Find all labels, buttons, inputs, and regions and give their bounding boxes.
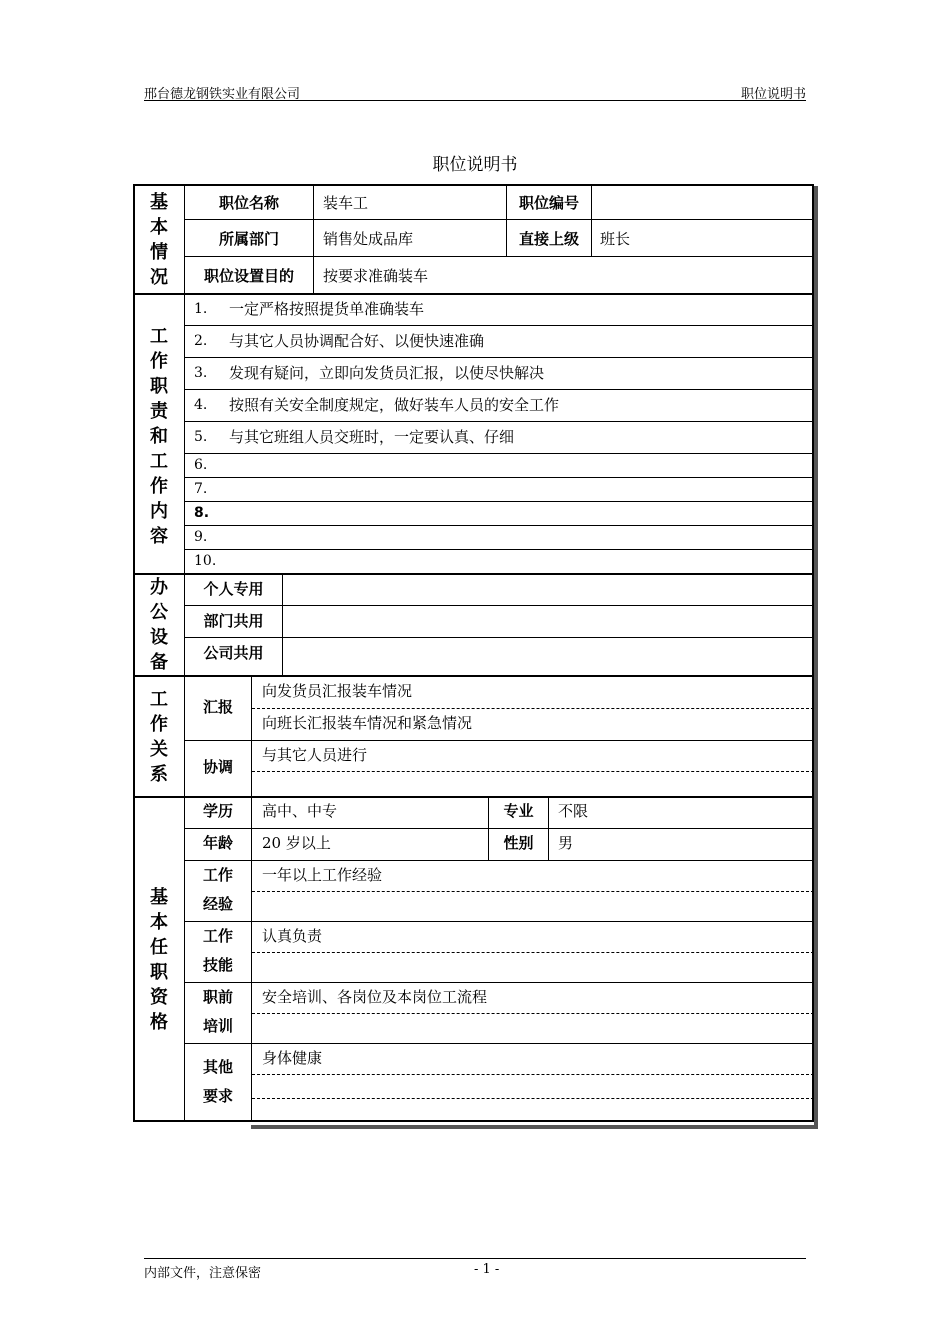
experience-label-1: 工作	[202, 866, 233, 884]
purpose-label: 职位设置目的	[203, 267, 294, 285]
section-char: 关	[150, 738, 168, 760]
report-line-1: 向发货员汇报装车情况	[262, 682, 413, 700]
section-char: 和	[150, 425, 168, 447]
row-line	[185, 525, 814, 526]
section-char: 工	[150, 688, 168, 710]
major-label: 专业	[503, 802, 534, 820]
department-value: 销售处成品库	[323, 230, 414, 248]
coordinate-label: 协调	[202, 758, 233, 776]
company-name: 邢台德龙钢铁实业有限公司	[144, 87, 301, 102]
row-line	[185, 219, 814, 220]
section-char: 容	[150, 525, 168, 547]
education-label: 学历	[202, 802, 233, 820]
section-char: 内	[150, 500, 168, 522]
row-line	[185, 477, 814, 478]
duty-number: 4.	[194, 397, 208, 413]
page-number: - 1 -	[474, 1262, 500, 1277]
section-char: 设	[150, 627, 168, 648]
page-title: 职位说明书	[432, 155, 518, 175]
section-char: 格	[150, 1012, 168, 1033]
row-line	[185, 921, 814, 922]
duty-text: 按照有关安全制度规定，做好装车人员的安全工作	[229, 396, 560, 414]
section-relations-label	[135, 677, 183, 796]
duty-text: 与其它人员协调配合好、以便快速准确	[229, 332, 485, 350]
dashed-line	[252, 1098, 814, 1099]
section-char: 职	[150, 375, 168, 397]
dashed-line	[252, 771, 814, 772]
row-line	[185, 860, 814, 861]
section-char: 责	[150, 400, 168, 422]
purpose-value: 按要求准确装车	[323, 267, 429, 285]
col-line	[313, 186, 314, 293]
row-line	[185, 421, 814, 422]
department-label: 所属部门	[218, 230, 279, 248]
col-line	[591, 186, 592, 256]
section-char: 公	[150, 602, 168, 623]
section-basic-label	[135, 188, 183, 292]
age-value: 20 岁以上	[262, 834, 331, 852]
position-name-label: 职位名称	[218, 194, 279, 212]
section-char: 职	[150, 962, 168, 983]
confidential-note: 内部文件，注意保密	[144, 1266, 262, 1281]
gender-value: 男	[558, 834, 574, 852]
experience-label-2: 经验	[202, 895, 233, 913]
equipment-dept-label: 部门共用	[203, 612, 264, 630]
position-no-label: 职位编号	[518, 194, 579, 212]
dashed-line	[252, 952, 814, 953]
section-char: 况	[150, 267, 168, 288]
row-line	[185, 982, 814, 983]
training-label-2: 培训	[202, 1017, 233, 1035]
age-label: 年龄	[202, 834, 233, 852]
skill-label-1: 工作	[202, 927, 233, 945]
duty-text: 发现有疑问，立即向发货员汇报，以使尽快解决	[229, 364, 545, 382]
section-separator	[135, 796, 814, 798]
superior-value: 班长	[600, 230, 631, 248]
dashed-line	[252, 1013, 814, 1014]
duty-number: 6.	[194, 457, 208, 473]
duty-number: 8.	[194, 505, 210, 521]
section-char: 本	[150, 217, 168, 238]
section-duties-label	[135, 326, 183, 546]
superior-label: 直接上级	[518, 230, 579, 248]
page-header	[144, 80, 806, 101]
duty-number: 3.	[194, 365, 208, 381]
skill-label-2: 技能	[202, 956, 233, 974]
duty-text: 一定严格按照提货单准确装车	[229, 300, 425, 318]
report-line-2: 向班长汇报装车情况和紧急情况	[262, 714, 473, 732]
section-char: 备	[150, 652, 168, 673]
other-value: 身体健康	[262, 1049, 323, 1067]
row-line	[185, 389, 814, 390]
other-label-1: 其他	[202, 1058, 233, 1076]
section-equipment-label	[135, 575, 183, 675]
training-label-1: 职前	[202, 988, 233, 1006]
row-line	[185, 828, 814, 829]
other-label-2: 要求	[202, 1087, 233, 1105]
section-char: 作	[150, 713, 168, 735]
table-shadow-right	[814, 186, 818, 1128]
duty-number: 2.	[194, 333, 208, 349]
major-value: 不限	[558, 802, 589, 820]
row-line	[185, 453, 814, 454]
section-char: 任	[150, 937, 168, 958]
row-line	[185, 256, 814, 257]
duty-number: 5.	[194, 429, 208, 445]
col-line	[548, 798, 549, 860]
row-line	[185, 325, 814, 326]
section-separator	[135, 293, 814, 295]
gender-label: 性别	[503, 834, 534, 852]
coordinate-line-1: 与其它人员进行	[262, 746, 368, 764]
section-char: 基	[150, 887, 168, 908]
section-char: 资	[150, 987, 168, 1008]
row-line	[185, 501, 814, 502]
section-char: 基	[150, 192, 168, 213]
section-char: 作	[150, 350, 168, 372]
section-char: 办	[150, 577, 168, 598]
report-label: 汇报	[202, 698, 233, 716]
dashed-line	[252, 708, 814, 709]
page-footer	[144, 1258, 806, 1281]
equipment-company-label: 公司共用	[203, 644, 264, 662]
col-line	[282, 575, 283, 675]
section-separator	[135, 675, 814, 677]
equipment-personal-label: 个人专用	[203, 580, 264, 598]
row-line	[185, 740, 814, 741]
training-value: 安全培训、各岗位及本岗位工流程	[262, 988, 488, 1006]
education-value: 高中、中专	[262, 802, 338, 820]
row-line	[185, 357, 814, 358]
table-shadow-bottom	[251, 1125, 818, 1129]
header-doc-type: 职位说明书	[740, 87, 806, 102]
section-char: 工	[150, 325, 168, 347]
section-separator	[135, 573, 814, 575]
section-char: 本	[150, 912, 168, 933]
experience-value: 一年以上工作经验	[262, 866, 383, 884]
duty-number: 1.	[194, 301, 208, 317]
row-line	[185, 637, 814, 638]
row-line	[185, 1043, 814, 1044]
skill-value: 认真负责	[262, 927, 323, 945]
dashed-line	[252, 891, 814, 892]
section-char: 作	[150, 475, 168, 497]
col-line	[251, 677, 252, 796]
row-line	[185, 549, 814, 550]
duty-text: 与其它班组人员交班时，一定要认真、仔细	[229, 428, 515, 446]
section-qualifications-label	[135, 798, 183, 1122]
dashed-line	[252, 1074, 814, 1075]
position-name-value: 装车工	[323, 194, 369, 212]
section-char: 工	[150, 450, 168, 472]
section-char: 情	[150, 242, 168, 263]
duty-number: 10.	[194, 553, 217, 569]
row-line	[185, 605, 814, 606]
section-char: 系	[150, 763, 168, 785]
duty-number: 7.	[194, 481, 208, 497]
duty-number: 9.	[194, 529, 208, 545]
